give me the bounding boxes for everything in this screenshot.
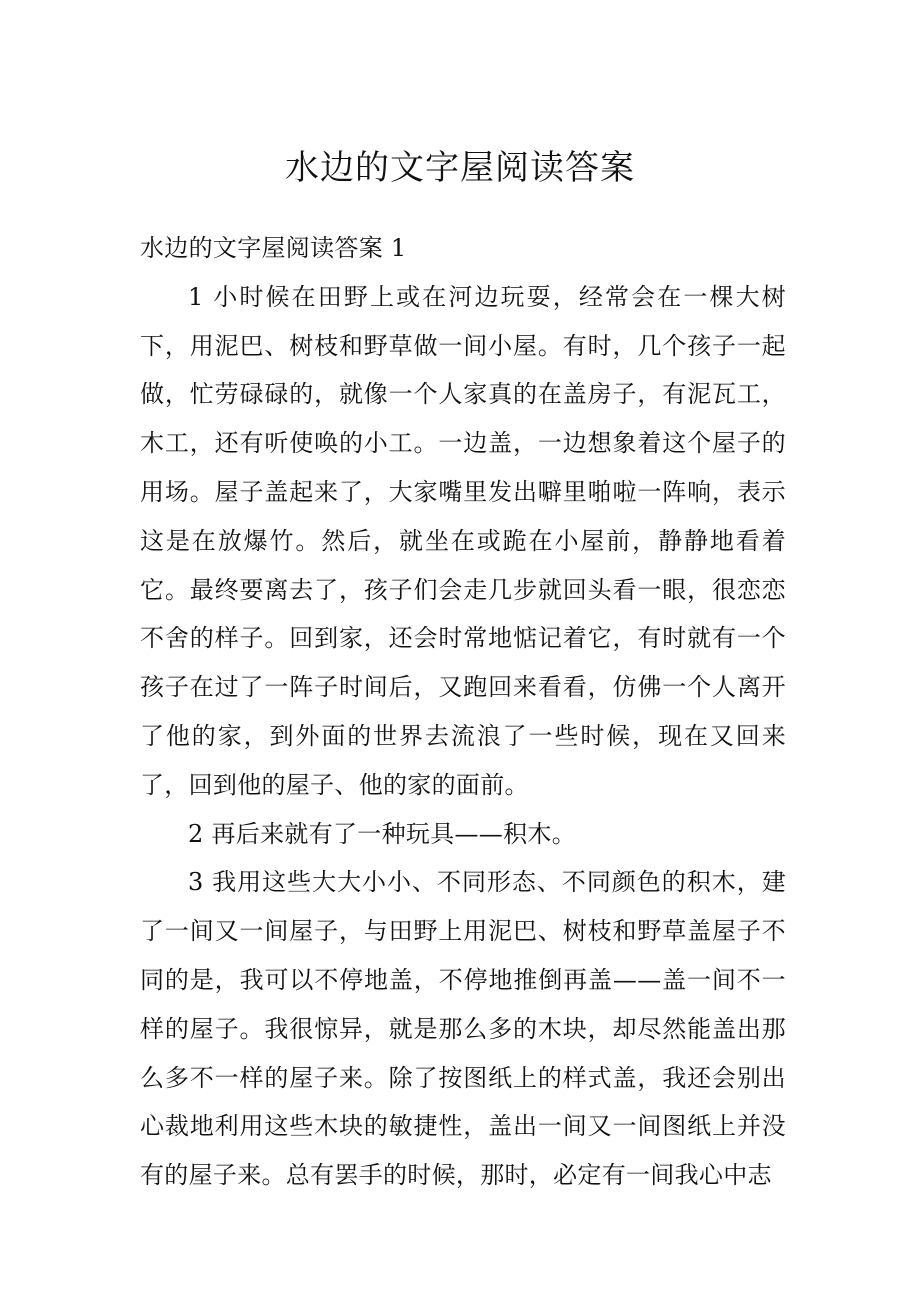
document-body [140, 224, 786, 1200]
paragraph-1: 1 小时候在田野上或在河边玩耍，经常会在一棵大树下，用泥巴、树枝和野草做一间小屋。有时，几个孩子一起做，忙劳碌碌的，就像一个人家真的在盖房子，有泥瓦工，木工，还有听使唤的小工。一边盖，一边想象着这个屋子的用场。屋子盖起来了，大家嘴里发出噼里啪啦一阵响，表示这是在放爆竹。然后，就坐在或跪在小屋前，静静地看着它。最终要离去了，孩子们会走几步就回头看一眼，很恋恋不舍的样子。回到家，还会时常地惦记着它，有时就有一个孩子在过了一阵子时间后，又跑回来看看，仿佛一个人离开了他的家，到外面的世界去流浪了一些时候，现在又回来了，回到他的屋子、他的家的面前。 [140, 282, 786, 799]
paragraph-3: 3 我用这些大大小小、不同形态、不同颜色的积木，建了一间又一间屋子，与田野上用泥巴、树枝和野草盖屋子不同的是，我可以不停地盖，不停地推倒再盖——盖一间不一样的屋子。我很惊异，就是那么多的木块，却尽然能盖出那么多不一样的屋子来。除了按图纸上的样式盖，我还会别出心裁地利用这些木块的敏捷性，盖出一间又一间图纸上并没有的屋子来。总有罢手的时候，那时，必定有一间我心中志 [140, 868, 786, 1190]
paragraph-2: 2 再后来就有了一种玩具——积木。 [188, 819, 576, 848]
document-title: 水边的文字屋阅读答案 [285, 148, 635, 188]
section-heading: 水边的文字屋阅读答案 1 [140, 234, 407, 262]
